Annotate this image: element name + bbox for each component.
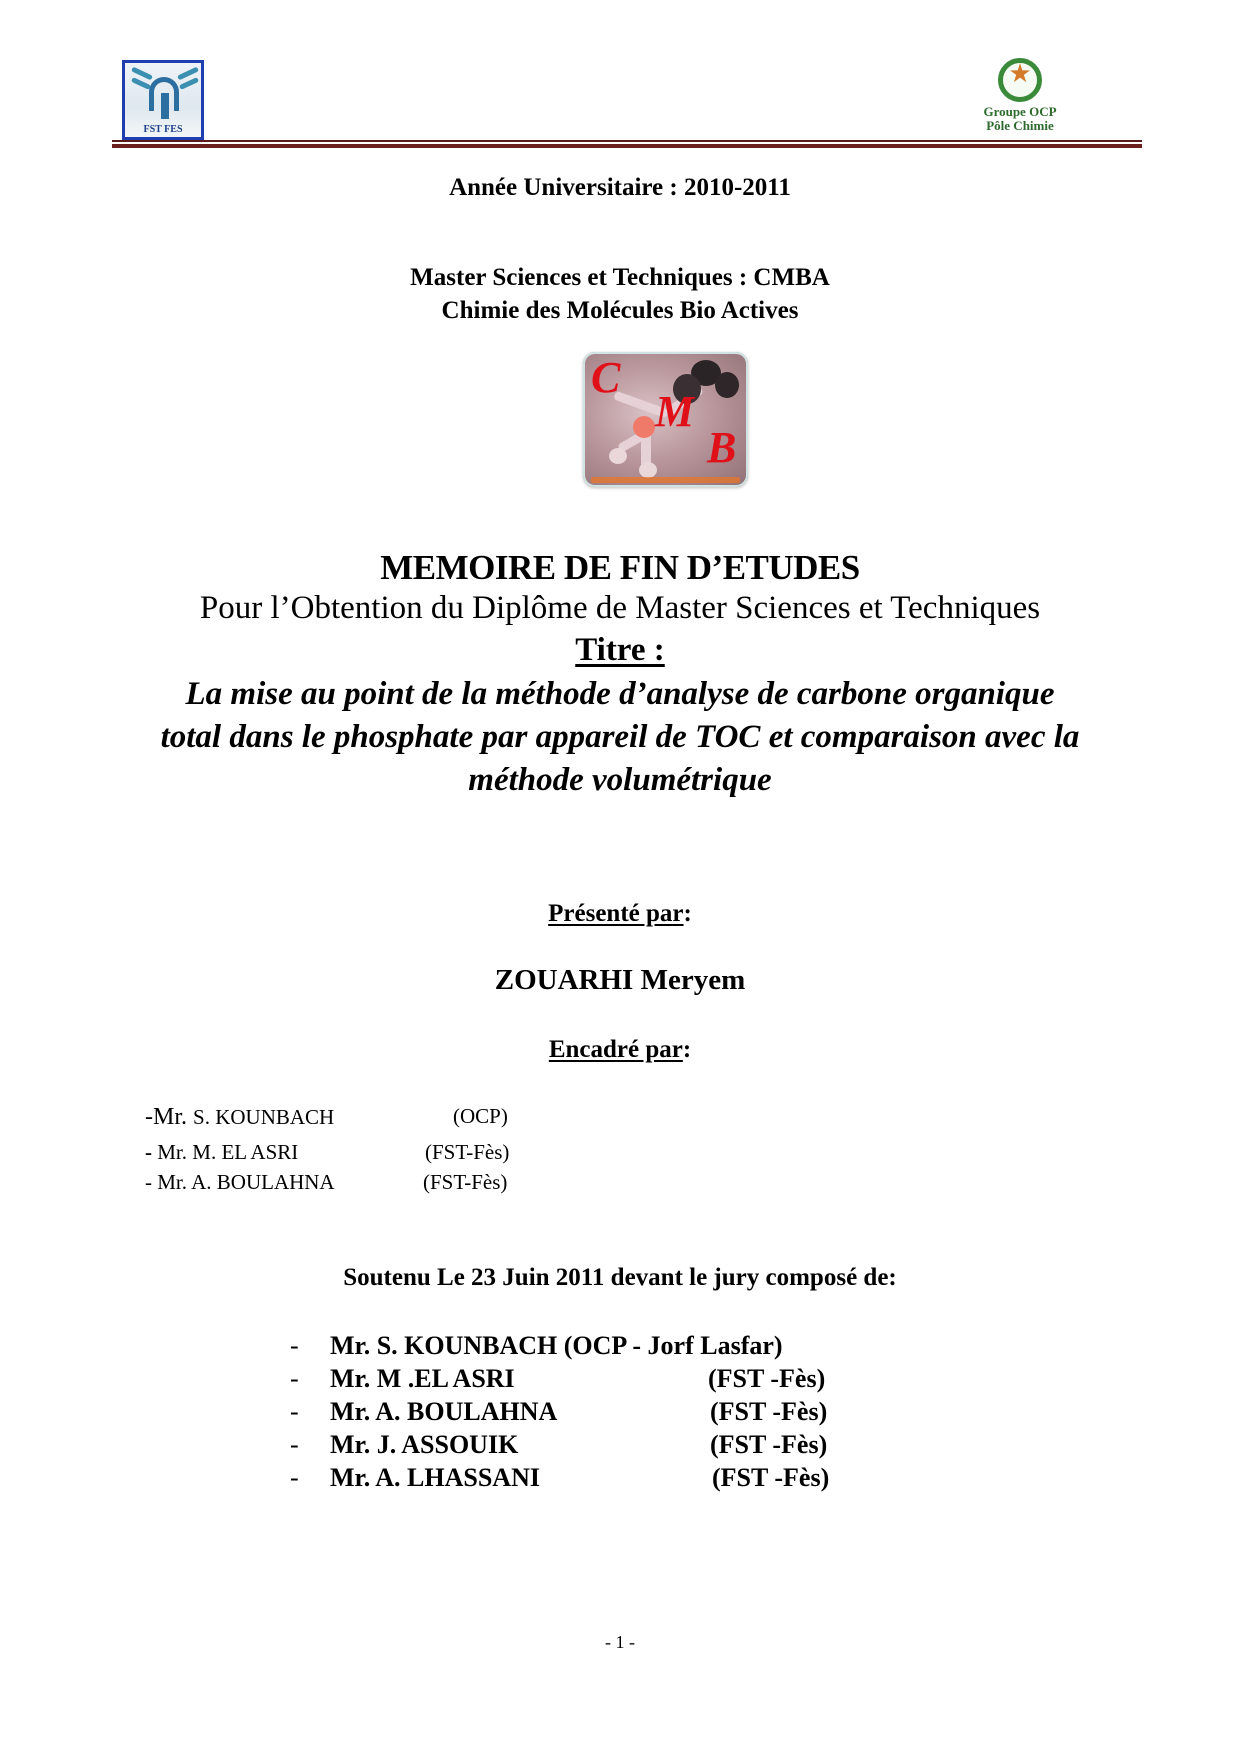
jury-name: Mr. A. BOULAHNA bbox=[330, 1397, 558, 1426]
supervisor-title: Mr. bbox=[153, 1104, 188, 1130]
header-divider-thick bbox=[112, 144, 1142, 148]
document-type: MEMOIRE DE FIN D’ETUDES bbox=[380, 548, 860, 587]
program-title: Master Sciences et Techniques : CMBA bbox=[410, 264, 830, 291]
molecule-atom bbox=[715, 372, 739, 398]
thesis-title-line-2: total dans le phosphate par appareil de TOC et comparaison avec la bbox=[160, 719, 1080, 755]
supervisor-fullname: M. EL ASRI bbox=[192, 1140, 299, 1164]
title-label bbox=[0, 632, 1240, 669]
supervisor-affiliation: (OCP) bbox=[453, 1104, 508, 1128]
jury-affiliation: (FST -Fès) bbox=[712, 1463, 830, 1492]
jury-affiliation: (FST -Fès) bbox=[710, 1430, 828, 1459]
supervised-by-heading bbox=[0, 1036, 1240, 1064]
ocp-logo-line1: Groupe OCP bbox=[983, 104, 1057, 119]
fst-logo-label: FST FES bbox=[143, 124, 183, 135]
molecule-atom bbox=[633, 416, 655, 438]
supervisor-prefix: - bbox=[145, 1104, 153, 1130]
cmb-logo bbox=[583, 352, 748, 487]
jury-name: Mr. M .EL ASRI bbox=[330, 1364, 515, 1393]
presented-by-label: Présenté par bbox=[548, 900, 684, 927]
academic-year: Année Universitaire : 2010-2011 bbox=[449, 174, 791, 201]
jury-bullet: - bbox=[290, 1364, 299, 1393]
ocp-logo-line2: Pôle Chimie bbox=[986, 118, 1054, 133]
ocp-logo bbox=[960, 56, 1080, 136]
page-number: - 1 - bbox=[605, 1632, 635, 1652]
jury-affiliation: (FST -Fès) bbox=[710, 1397, 828, 1426]
thesis-title-line-3: méthode volumétrique bbox=[468, 762, 772, 798]
jury-bullet: - bbox=[290, 1397, 299, 1426]
cmb-letter-b: B bbox=[707, 423, 737, 472]
supervisor-name bbox=[145, 1140, 298, 1165]
jury-bullet: - bbox=[290, 1331, 299, 1360]
molecule-atom bbox=[609, 448, 627, 464]
presented-by-colon: : bbox=[683, 900, 692, 927]
supervisor-fullname: S. KOUNBACH bbox=[193, 1105, 335, 1129]
presented-by-heading bbox=[0, 900, 1240, 928]
supervisor-affiliation: (FST-Fès) bbox=[425, 1140, 510, 1164]
jury-name: Mr. S. KOUNBACH (OCP - Jorf Lasfar) bbox=[330, 1331, 783, 1360]
degree-purpose: Pour l’Obtention du Diplôme de Master Sciences et Techniques bbox=[199, 590, 1041, 626]
supervised-by-colon: : bbox=[682, 1036, 692, 1063]
molecule-atom bbox=[639, 462, 657, 478]
jury-affiliation: (FST -Fès) bbox=[708, 1364, 826, 1393]
star-icon: ★ bbox=[1008, 59, 1032, 88]
supervisor-prefix: - bbox=[145, 1140, 152, 1164]
title-label-text: Titre : bbox=[575, 632, 665, 668]
jury-name: Mr. A. LHASSANI bbox=[330, 1463, 540, 1492]
logo-stem-icon bbox=[161, 93, 169, 119]
jury-bullet: - bbox=[290, 1430, 299, 1459]
jury-bullet: - bbox=[290, 1463, 299, 1492]
fst-fes-logo bbox=[122, 60, 204, 140]
supervised-by-label: Encadré par bbox=[548, 1036, 683, 1063]
supervisor-title: Mr. bbox=[157, 1170, 188, 1194]
supervisor-name bbox=[145, 1104, 334, 1131]
cmb-letter-c: C bbox=[591, 353, 621, 402]
cmb-logo-caption bbox=[591, 477, 740, 483]
defense-statement: Soutenu Le 23 Juin 2011 devant le jury composé de: bbox=[343, 1264, 897, 1291]
cmb-letter-m: M bbox=[655, 387, 695, 436]
author-name: ZOUARHI Meryem bbox=[494, 964, 746, 996]
thesis-title-line-1: La mise au point de la méthode d’analyse de carbone organique bbox=[185, 676, 1055, 712]
supervisor-title: Mr. bbox=[157, 1140, 188, 1164]
program-subtitle: Chimie des Molécules Bio Actives bbox=[441, 297, 799, 324]
supervisor-prefix: - bbox=[145, 1170, 152, 1194]
supervisor-fullname: A. BOULAHNA bbox=[191, 1170, 335, 1194]
header-divider-thin bbox=[112, 140, 1142, 142]
supervisor-affiliation: (FST-Fès) bbox=[423, 1170, 508, 1194]
jury-name: Mr. J. ASSOUIK bbox=[330, 1430, 519, 1459]
supervisor-name bbox=[145, 1170, 335, 1195]
